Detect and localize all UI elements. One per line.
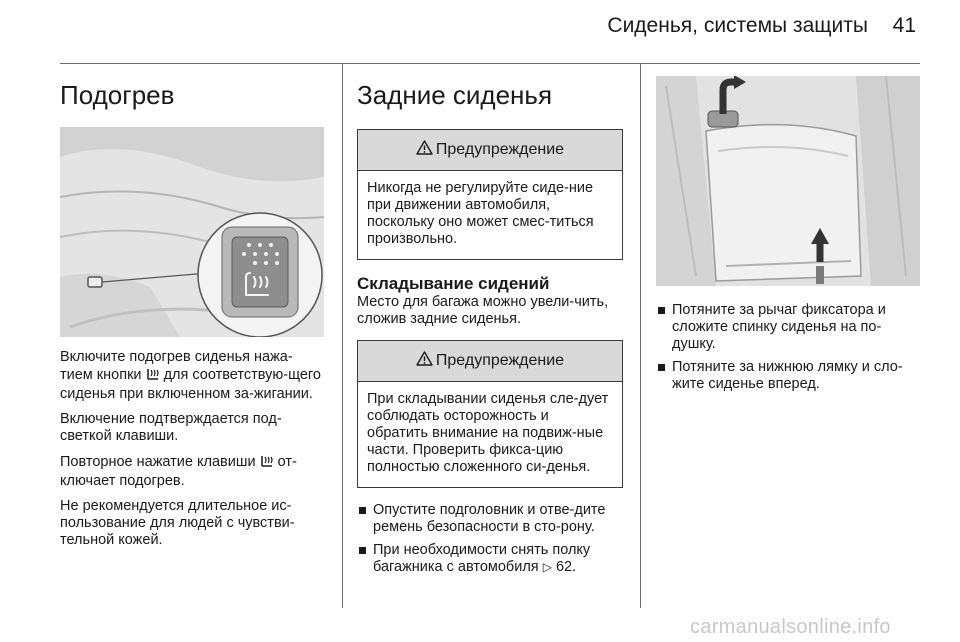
warning-text-1: Никогда не регулируйте сиде-ние при движении автомобиля, поскольку оно может смес-титься произвольно.	[367, 180, 594, 247]
warning-icon	[416, 351, 433, 371]
list-item	[357, 502, 623, 536]
heating-paragraph-1	[60, 349, 324, 403]
rear-seat-folding-illustration	[656, 76, 920, 286]
folding-subheading: Складывание сидений	[357, 274, 550, 293]
page-number: 41	[892, 14, 916, 37]
column-divider-right	[640, 64, 641, 608]
heating-column	[60, 64, 324, 549]
warning-title-2: Предупреждение	[435, 352, 565, 369]
folding-steps-list	[357, 502, 623, 576]
list-item	[357, 542, 623, 576]
heating-text-3b: от-ключает подогрев.	[60, 454, 297, 489]
seat-heat-icon	[146, 366, 160, 386]
heating-heading: Подогрев	[60, 80, 175, 110]
list-item	[656, 302, 920, 353]
page-reference-arrow-icon: ▷	[542, 560, 552, 574]
list-item	[656, 359, 920, 393]
list-item-text: Опустите подголовник и отве-дите ремень безопасности в сто-рону.	[373, 502, 606, 535]
heating-text-1b: для соответствую-щего сиденья при включенном за-жигании.	[60, 367, 321, 402]
page-header-title: Сиденья, системы защиты	[607, 14, 868, 37]
seat-heat-icon	[260, 453, 274, 473]
list-item-text: Потяните за нижнюю лямку и сло-жите сиденье вперед.	[672, 359, 903, 392]
bullet-square-icon	[359, 507, 366, 514]
rear-seats-heading: Задние сиденья	[357, 80, 553, 110]
list-item-text: Потяните за рычаг фиксатора и сложите спинку сиденья на по-душку.	[672, 302, 886, 352]
rear-seats-column	[357, 64, 623, 582]
warning-box-2	[357, 340, 623, 488]
heating-text-3a: Повторное нажатие клавиши	[60, 454, 260, 470]
bullet-square-icon	[359, 547, 366, 554]
warning-title-1: Предупреждение	[435, 141, 565, 158]
heating-paragraph-3	[60, 453, 324, 490]
watermark: carmanualsonline.info	[690, 616, 891, 638]
seat-heating-illustration	[60, 127, 324, 337]
warning-header-1	[358, 130, 622, 171]
warning-text-2: При складывании сиденья сле-дует соблюдать осторожность и обратить внимание на подвиж-ные части. Проверить фикса-цию полностью сложенного си-денья.	[367, 391, 609, 475]
heating-paragraph-2: Включение подтверждается под-светкой клавиши.	[60, 411, 282, 444]
warning-box-1	[357, 129, 623, 260]
heating-text-1a: Включите подогрев сиденья нажа-тием кнопки	[60, 349, 293, 383]
column-divider-left	[342, 64, 343, 608]
warning-icon	[416, 140, 433, 160]
bullet-square-icon	[658, 307, 665, 314]
bullet-square-icon	[658, 364, 665, 371]
folding-intro: Место для багажа можно увели-чить, сложив задние сиденья.	[357, 294, 609, 327]
folding-steps-column	[656, 64, 920, 399]
list-item-text: При необходимости снять полку багажника с автомобиля	[373, 542, 591, 575]
warning-header-2	[358, 341, 622, 382]
heating-paragraph-4: Не рекомендуется длительное ис-пользование для людей с чувстви-тельной кожей.	[60, 498, 295, 548]
page-reference-link[interactable]: 62.	[555, 559, 577, 575]
rear-seat-steps-list	[656, 302, 920, 393]
